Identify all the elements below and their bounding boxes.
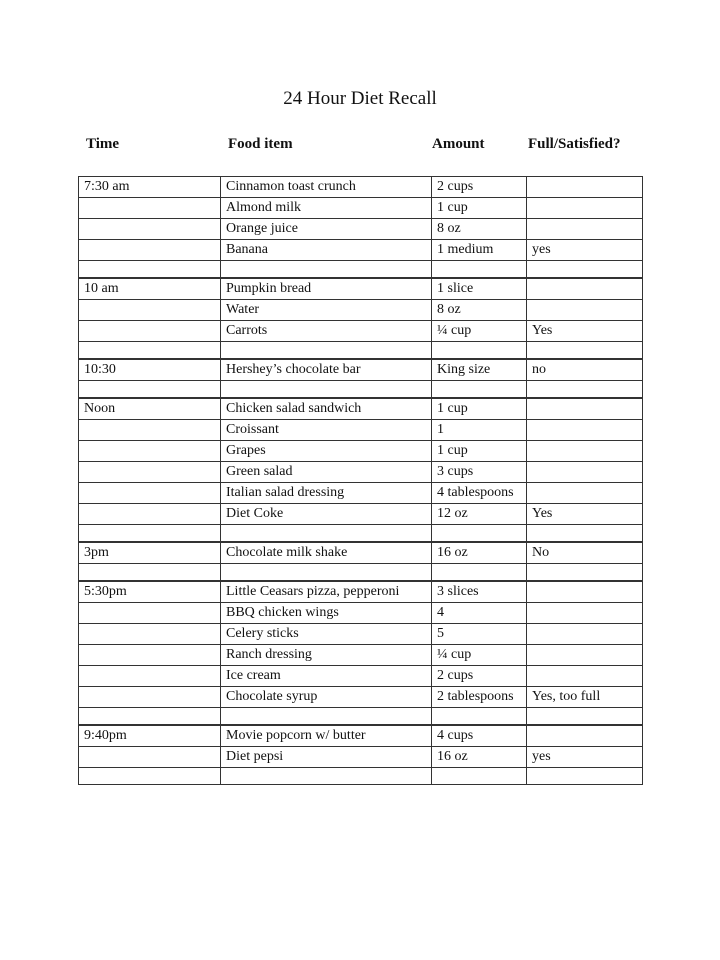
full-satisfied-cell bbox=[527, 725, 643, 747]
table-row bbox=[79, 564, 643, 582]
header-full-satisfied: Full/Satisfied? bbox=[528, 136, 621, 152]
time-cell bbox=[79, 645, 221, 666]
time-cell bbox=[79, 483, 221, 504]
full-satisfied-cell bbox=[527, 708, 643, 726]
food-item-cell: Chicken salad sandwich bbox=[221, 398, 432, 420]
table-row bbox=[79, 483, 643, 504]
table-row bbox=[79, 645, 643, 666]
full-satisfied-cell bbox=[527, 645, 643, 666]
full-satisfied-cell: yes bbox=[527, 240, 643, 261]
full-satisfied-cell: Yes bbox=[527, 504, 643, 525]
amount-cell: 2 cups bbox=[432, 666, 527, 687]
table-row bbox=[79, 240, 643, 261]
food-item-cell: Celery sticks bbox=[221, 624, 432, 645]
time-cell: 3pm bbox=[79, 542, 221, 564]
food-item-cell: Italian salad dressing bbox=[221, 483, 432, 504]
food-item-cell: Hershey’s chocolate bar bbox=[221, 359, 432, 381]
time-cell bbox=[79, 342, 221, 360]
full-satisfied-cell bbox=[527, 381, 643, 399]
amount-cell: 12 oz bbox=[432, 504, 527, 525]
table-row bbox=[79, 687, 643, 708]
full-satisfied-cell bbox=[527, 177, 643, 198]
amount-cell bbox=[432, 261, 527, 279]
food-item-cell: BBQ chicken wings bbox=[221, 603, 432, 624]
food-item-cell bbox=[221, 261, 432, 279]
food-item-cell bbox=[221, 708, 432, 726]
time-cell bbox=[79, 441, 221, 462]
table-row bbox=[79, 768, 643, 785]
food-item-cell: Carrots bbox=[221, 321, 432, 342]
header-amount: Amount bbox=[432, 136, 485, 152]
amount-cell: 16 oz bbox=[432, 542, 527, 564]
amount-cell bbox=[432, 564, 527, 582]
table-row bbox=[79, 261, 643, 279]
amount-cell: 8 oz bbox=[432, 300, 527, 321]
amount-cell: 4 tablespoons bbox=[432, 483, 527, 504]
table-row bbox=[79, 441, 643, 462]
amount-cell: ¼ cup bbox=[432, 645, 527, 666]
table-row bbox=[79, 219, 643, 240]
table-row bbox=[79, 198, 643, 219]
table-row bbox=[79, 708, 643, 726]
food-item-cell: Ice cream bbox=[221, 666, 432, 687]
amount-cell: 1 medium bbox=[432, 240, 527, 261]
table-row bbox=[79, 504, 643, 525]
time-cell: Noon bbox=[79, 398, 221, 420]
diet-recall-body bbox=[79, 177, 643, 785]
amount-cell bbox=[432, 525, 527, 543]
full-satisfied-cell bbox=[527, 603, 643, 624]
full-satisfied-cell: no bbox=[527, 359, 643, 381]
table-row bbox=[79, 278, 643, 300]
table-row bbox=[79, 603, 643, 624]
table-row bbox=[79, 381, 643, 399]
full-satisfied-cell bbox=[527, 624, 643, 645]
time-cell: 9:40pm bbox=[79, 725, 221, 747]
column-headers bbox=[0, 136, 720, 158]
food-item-cell bbox=[221, 525, 432, 543]
time-cell bbox=[79, 768, 221, 785]
amount-cell: 1 bbox=[432, 420, 527, 441]
full-satisfied-cell bbox=[527, 278, 643, 300]
table-row bbox=[79, 462, 643, 483]
time-cell: 10 am bbox=[79, 278, 221, 300]
amount-cell: 3 cups bbox=[432, 462, 527, 483]
food-item-cell: Pumpkin bread bbox=[221, 278, 432, 300]
full-satisfied-cell: Yes bbox=[527, 321, 643, 342]
food-item-cell: Grapes bbox=[221, 441, 432, 462]
food-item-cell: Chocolate milk shake bbox=[221, 542, 432, 564]
time-cell bbox=[79, 240, 221, 261]
table-row bbox=[79, 398, 643, 420]
page-title: 24 Hour Diet Recall bbox=[283, 88, 437, 109]
diet-recall-table bbox=[78, 176, 643, 785]
full-satisfied-cell bbox=[527, 441, 643, 462]
time-cell bbox=[79, 708, 221, 726]
full-satisfied-cell bbox=[527, 666, 643, 687]
time-cell: 7:30 am bbox=[79, 177, 221, 198]
food-item-cell: Diet Coke bbox=[221, 504, 432, 525]
table-row bbox=[79, 581, 643, 603]
time-cell bbox=[79, 300, 221, 321]
time-cell bbox=[79, 603, 221, 624]
full-satisfied-cell bbox=[527, 768, 643, 785]
time-cell bbox=[79, 219, 221, 240]
time-cell bbox=[79, 420, 221, 441]
full-satisfied-cell bbox=[527, 398, 643, 420]
food-item-cell: Orange juice bbox=[221, 219, 432, 240]
full-satisfied-cell bbox=[527, 300, 643, 321]
amount-cell bbox=[432, 708, 527, 726]
time-cell bbox=[79, 687, 221, 708]
amount-cell: 3 slices bbox=[432, 581, 527, 603]
time-cell bbox=[79, 564, 221, 582]
food-item-cell: Water bbox=[221, 300, 432, 321]
full-satisfied-cell bbox=[527, 219, 643, 240]
full-satisfied-cell bbox=[527, 198, 643, 219]
table-row bbox=[79, 420, 643, 441]
amount-cell: 1 cup bbox=[432, 441, 527, 462]
amount-cell: 2 tablespoons bbox=[432, 687, 527, 708]
food-item-cell: Little Ceasars pizza, pepperoni bbox=[221, 581, 432, 603]
food-item-cell bbox=[221, 342, 432, 360]
time-cell: 5:30pm bbox=[79, 581, 221, 603]
table-row bbox=[79, 725, 643, 747]
amount-cell: 1 cup bbox=[432, 398, 527, 420]
amount-cell: 8 oz bbox=[432, 219, 527, 240]
amount-cell: 4 bbox=[432, 603, 527, 624]
food-item-cell bbox=[221, 381, 432, 399]
header-food-item: Food item bbox=[228, 136, 293, 152]
full-satisfied-cell: No bbox=[527, 542, 643, 564]
table-row bbox=[79, 624, 643, 645]
table-row bbox=[79, 342, 643, 360]
table-row bbox=[79, 359, 643, 381]
food-item-cell: Croissant bbox=[221, 420, 432, 441]
time-cell bbox=[79, 504, 221, 525]
table-row bbox=[79, 300, 643, 321]
time-cell bbox=[79, 624, 221, 645]
table-row bbox=[79, 321, 643, 342]
time-cell bbox=[79, 525, 221, 543]
food-item-cell: Chocolate syrup bbox=[221, 687, 432, 708]
table-row bbox=[79, 666, 643, 687]
time-cell: 10:30 bbox=[79, 359, 221, 381]
full-satisfied-cell bbox=[527, 462, 643, 483]
table-row bbox=[79, 525, 643, 543]
time-cell bbox=[79, 666, 221, 687]
food-item-cell: Almond milk bbox=[221, 198, 432, 219]
amount-cell: 1 slice bbox=[432, 278, 527, 300]
food-item-cell: Green salad bbox=[221, 462, 432, 483]
food-item-cell: Banana bbox=[221, 240, 432, 261]
amount-cell: 16 oz bbox=[432, 747, 527, 768]
table-row bbox=[79, 747, 643, 768]
amount-cell: ¼ cup bbox=[432, 321, 527, 342]
amount-cell bbox=[432, 342, 527, 360]
full-satisfied-cell: Yes, too full bbox=[527, 687, 643, 708]
full-satisfied-cell bbox=[527, 342, 643, 360]
time-cell bbox=[79, 261, 221, 279]
amount-cell: 4 cups bbox=[432, 725, 527, 747]
time-cell bbox=[79, 747, 221, 768]
time-cell bbox=[79, 321, 221, 342]
amount-cell: 1 cup bbox=[432, 198, 527, 219]
table-row bbox=[79, 177, 643, 198]
full-satisfied-cell bbox=[527, 581, 643, 603]
amount-cell bbox=[432, 381, 527, 399]
food-item-cell bbox=[221, 768, 432, 785]
table-row bbox=[79, 542, 643, 564]
amount-cell: 5 bbox=[432, 624, 527, 645]
full-satisfied-cell: yes bbox=[527, 747, 643, 768]
full-satisfied-cell bbox=[527, 420, 643, 441]
full-satisfied-cell bbox=[527, 525, 643, 543]
amount-cell: King size bbox=[432, 359, 527, 381]
food-item-cell: Diet pepsi bbox=[221, 747, 432, 768]
full-satisfied-cell bbox=[527, 564, 643, 582]
food-item-cell: Ranch dressing bbox=[221, 645, 432, 666]
time-cell bbox=[79, 381, 221, 399]
food-item-cell bbox=[221, 564, 432, 582]
amount-cell bbox=[432, 768, 527, 785]
time-cell bbox=[79, 198, 221, 219]
full-satisfied-cell bbox=[527, 483, 643, 504]
amount-cell: 2 cups bbox=[432, 177, 527, 198]
full-satisfied-cell bbox=[527, 261, 643, 279]
header-time: Time bbox=[86, 136, 120, 152]
food-item-cell: Cinnamon toast crunch bbox=[221, 177, 432, 198]
time-cell bbox=[79, 462, 221, 483]
food-item-cell: Movie popcorn w/ butter bbox=[221, 725, 432, 747]
